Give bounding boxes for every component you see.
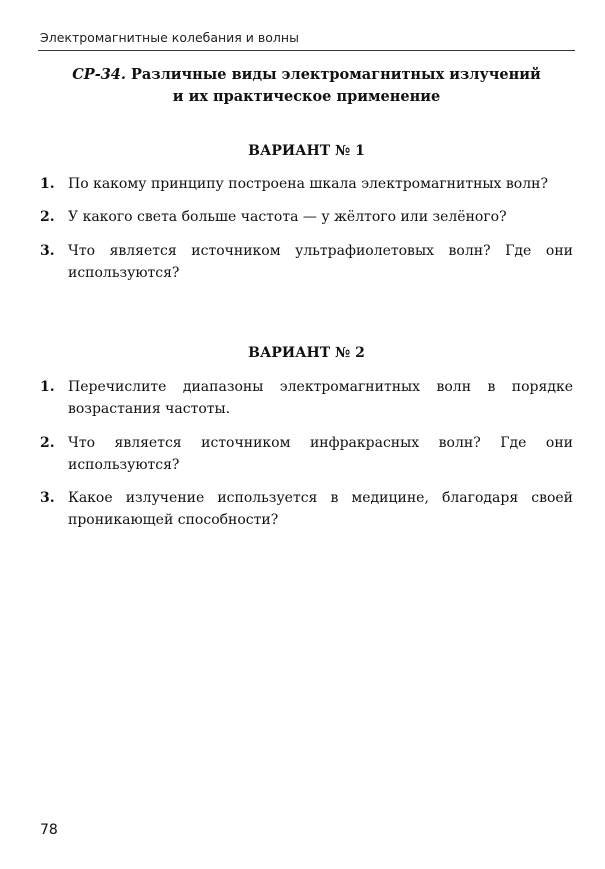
question-number: 2. [40,209,55,225]
title-line-2: и их практическое применение [172,88,441,105]
variant-2-question-1 [40,376,573,420]
question-number: 3. [40,490,55,506]
header-rule [38,50,575,51]
question-number: 3. [40,243,55,259]
question-text: Перечислите диапазоны электромагнитных волн в порядке возрастания частоты. [68,379,573,417]
question-text: Что является источником ультрафиолетовых волн? Где они используются? [68,243,573,281]
title-code: СР-34. [72,66,126,83]
variant-1-question-1 [40,173,573,195]
variant-1-question-2 [40,206,573,228]
question-number: 1. [40,379,55,395]
variant-1-question-3 [40,240,573,284]
running-header: Электромагнитные колебания и волны [40,30,299,45]
question-text: Что является источником инфракрасных волн? Где они используются? [68,435,573,473]
variant-2-heading: ВАРИАНТ № 2 [248,345,365,361]
question-text: У какого света больше частота — у жёлтого или зелёного? [68,209,507,225]
page-number: 78 [40,822,58,838]
question-number: 2. [40,435,55,451]
page-title [40,64,573,108]
question-text: Какое излучение используется в медицине, благодаря своей проникающей способности? [68,490,573,528]
variant-2-question-3 [40,487,573,531]
title-text-1: Различные виды электромагнитных излучений [131,66,541,83]
question-text: По какому принципу построена шкала электромагнитных волн? [68,176,548,192]
variant-2-question-2 [40,432,573,476]
title-line-1 [40,64,573,86]
variant-1-heading: ВАРИАНТ № 1 [248,143,365,159]
question-number: 1. [40,176,55,192]
